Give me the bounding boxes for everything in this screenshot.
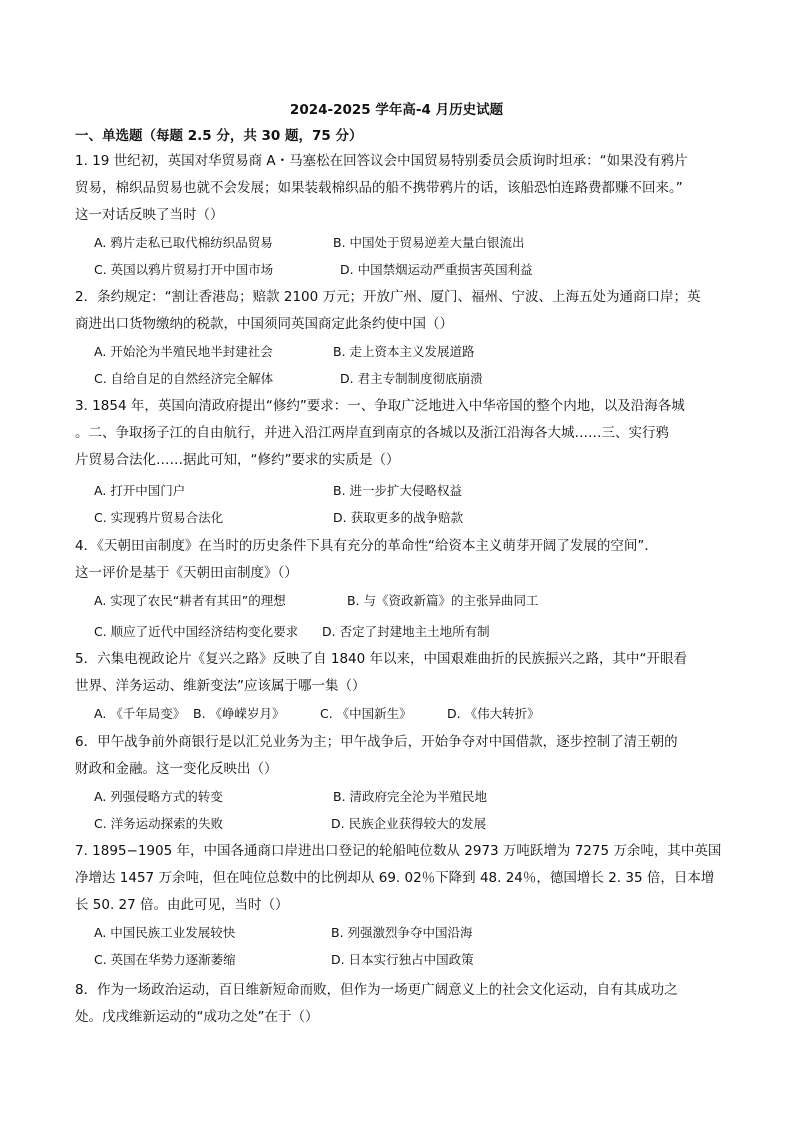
- question-1-option-b: B. 中国处于贸易逆差大量白银流出: [333, 235, 525, 250]
- question-4-option-d: D. 否定了封建地主土地所有制: [322, 624, 490, 639]
- question-1-option-c: C. 英国以鸦片贸易打开中国市场: [94, 262, 274, 277]
- question-4-line-2: 这一评价是基于《天朝田亩制度》（）: [75, 565, 298, 581]
- question-6-option-c: C. 洋务运动探索的失败: [94, 816, 224, 831]
- question-4-option-a: A. 实现了农民“耕者有其田”的理想: [94, 593, 286, 608]
- question-1-option-a: A. 鸦片走私已取代棉纺织品贸易: [94, 235, 273, 250]
- question-4-option-c: C. 顺应了近代中国经济结构变化要求: [94, 624, 299, 639]
- question-1-line-2: 贸易，棉织品贸易也就不会发展；如果装载棉织品的船不携带鸦片的话，该船恐怕连路费都赚不回来。”: [75, 180, 683, 196]
- question-1-line-3: 这一对话反映了当时（）: [75, 207, 224, 223]
- question-7-option-d: D. 日本实行独占中国政策: [331, 952, 474, 967]
- question-3-option-b: B. 进一步扩大侵略权益: [333, 483, 463, 498]
- question-7-line-1: 7. 1895−1905 年，中国各通商口岸进出口登记的轮船吨位数从 2973 万吨跃增为 7275 万余吨，其中英国: [75, 843, 722, 859]
- question-2-option-b: B. 走上资本主义发展道路: [333, 344, 475, 359]
- question-4-line-1: 4．《天朝田亩制度》在当时的历史条件下具有充分的革命性“给资本主义萌芽开阔了发展的空间”．: [75, 538, 658, 554]
- section-heading: 一、单选题（每题 2.5 分，共 30 题，75 分）: [75, 128, 363, 144]
- question-6-option-d: D. 民族企业获得较大的发展: [331, 816, 487, 831]
- question-3-line-2: 。二、争取扬子江的自由航行，并进入沿江两岸直到南京的各城以及浙江沿海各大城……三、实行鸦: [75, 425, 669, 441]
- question-5-option-a: A. 《千年局变》: [94, 706, 186, 721]
- question-7-option-c: C. 英国在华势力逐渐萎缩: [94, 952, 236, 967]
- question-3-option-a: A. 打开中国门户: [94, 483, 186, 498]
- question-5-line-1: 5．六集电视政论片《复兴之路》反映了自 1840 年以来，中国艰难曲折的民族振兴之路，其中“开眼看: [75, 651, 688, 667]
- question-3-line-3: 片贸易合法化……据此可知，“修约”要求的实质是（）: [75, 452, 400, 468]
- question-8-line-1: 8．作为一场政治运动，百日维新短命而败，但作为一场更广阔意义上的社会文化运动，自有其成功之: [75, 982, 678, 998]
- question-5-line-2: 世界、洋务运动、维新变法”应该属于哪一集（）: [75, 678, 366, 694]
- question-5-option-c: C. 《中国新生》: [320, 706, 412, 721]
- question-3-option-d: D. 获取更多的战争赔款: [333, 510, 464, 525]
- question-1-line-1: 1. 19 世纪初，英国对华贸易商 A・马塞松在回答议会中国贸易特别委员会质询时坦承：“如果没有鸦片: [75, 153, 688, 169]
- question-2-option-c: C. 自给自足的自然经济完全解体: [94, 371, 274, 386]
- question-2-line-1: 2．条约规定：“割让香港岛；赔款 2100 万元；开放广州、厦门、福州、宁波、上海五处为通商口岸；英: [75, 289, 701, 305]
- question-3-option-c: C. 实现鸦片贸易合法化: [94, 510, 224, 525]
- question-5-option-d: D. 《伟大转折》: [447, 706, 540, 721]
- question-3-line-1: 3. 1854 年，英国向清政府提出“修约”要求：一、争取广泛地进入中华帝国的整个内地，以及沿海各城: [75, 398, 685, 414]
- question-2-line-2: 商进出口货物缴纳的税款，中国须同英国商定此条约使中国（）: [75, 316, 453, 332]
- question-7-line-3: 长 50. 27 倍。由此可见，当时（）: [75, 897, 289, 913]
- question-5-option-b: B. 《峥嵘岁月》: [193, 706, 285, 721]
- question-8-line-2: 处。戊戌维新运动的“成功之处”在于（）: [75, 1009, 319, 1025]
- question-6-line-1: 6．甲午战争前外商银行是以汇兑业务为主；甲午战争后，开始争夺对中国借款，逐步控制了清王朝的: [75, 734, 678, 750]
- exam-title: 2024-2025 学年高-4 月历史试题: [289, 102, 504, 118]
- question-6-line-2: 财政和金融。这一变化反映出（）: [75, 761, 278, 777]
- question-2-option-a: A. 开始沦为半殖民地半封建社会: [94, 344, 273, 359]
- question-6-option-b: B. 清政府完全沦为半殖民地: [333, 789, 488, 804]
- question-7-line-2: 净增达 1457 万余吨，但在吨位总数中的比例却从 69. 02％下降到 48. 24％，德国增长 2. 35 倍，日本增: [75, 870, 715, 886]
- question-7-option-a: A. 中国民族工业发展较快: [94, 925, 236, 940]
- question-7-option-b: B. 列强激烈争夺中国沿海: [331, 925, 473, 940]
- question-4-option-b: B. 与《资政新篇》的主张异曲同工: [347, 593, 539, 608]
- question-2-option-d: D. 君主专制制度彻底崩溃: [340, 371, 483, 386]
- question-1-option-d: D. 中国禁烟运动严重损害英国利益: [340, 262, 533, 277]
- question-6-option-a: A. 列强侵略方式的转变: [94, 789, 223, 804]
